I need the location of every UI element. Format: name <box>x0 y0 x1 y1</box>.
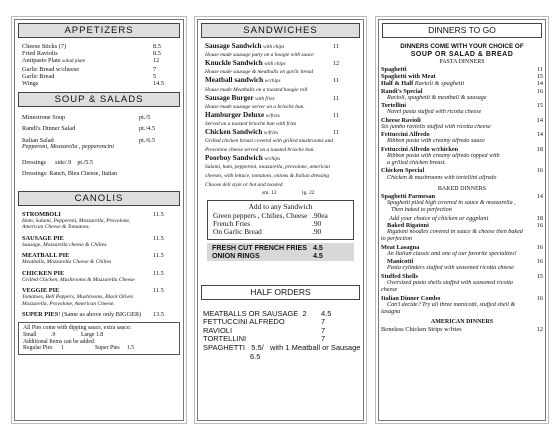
veggie-pie-desc-1: Tomatoes, Bell Peppers, Mushrooms, Black Olives <box>22 294 134 301</box>
menu-item-hamburger-deluxe: Hamburger Deluxe w/fries 11 <box>205 111 340 119</box>
pie-extras-box <box>18 322 180 355</box>
menu-item-sausage-pie: SAUSAGE PIE 11.5 <box>22 234 164 242</box>
shells-desc-2: cheese <box>381 287 398 294</box>
chicken-pie-desc: Grilled Chicken, Mushrooms & Mozzarella Cheese <box>22 276 135 283</box>
dinner-boneless-chicken: Boneless Chicken Strips w/fries 12 <box>381 326 543 334</box>
fries-rings-box <box>207 243 354 261</box>
menu-item-onion-rings: ONION RINGS 4.5 <box>212 251 323 260</box>
menu-item-knuckle-sandwich: Knuckle Sandwich with chips 12 <box>205 60 340 68</box>
sausage-pie-desc: Sausage, Mozzarella cheese & Chilies. <box>22 241 108 248</box>
appetizers-header: APPETIZERS <box>18 23 180 38</box>
additional-items-note: Additional Items can be added: <box>23 338 96 345</box>
tortellini-desc: Navel pasta stuffed with ricotta cheese <box>387 109 482 116</box>
menu-item-stromboli: STROMBOLI 11.5 <box>22 210 164 218</box>
extra-sauce-note: All Pies come with dipping sauce, extra sauce: <box>23 325 132 332</box>
additional-items-prices: Regular Pies 1 Super Pies 1.5 <box>23 345 135 352</box>
half-item-ravioli: RAVIOLI 7 <box>203 325 326 335</box>
dinner-baked-rigatoni: Baked Rigatoni 16 <box>387 221 543 229</box>
dinner-meat-lasagna: Meat Lasagna 16 <box>381 243 543 251</box>
lasagna-desc: An Italian classic and one of our favorite specialties! <box>387 250 517 257</box>
sausage-sandwich-desc: House made sausage patty on a hoagie with sauce <box>205 52 314 59</box>
menu-item-fried-raviolis: Fried Raviolis 8.5 <box>22 50 161 58</box>
dinner-manicotti: Manicotti 16 <box>387 258 543 266</box>
dinner-stuffed-shells: Stuffed Shells 15 <box>381 272 543 280</box>
dinner-tortellini: Tortellini 15 <box>381 102 543 110</box>
hamburger-deluxe-desc: Served on a toasted brioche bun with fries <box>205 121 297 128</box>
menu-item-garlic-bread: Garlic Bread 5 <box>22 72 157 80</box>
combo-desc-1: Can't decide? Try all three manicotti, stuffed shell & <box>387 301 516 308</box>
chicken-sandwich-desc-1: Grilled chicken breast covered with grilled mushrooms and <box>205 138 334 145</box>
left-menu-panel <box>14 19 184 421</box>
parmesan-desc-1: Spaghetti piled high covered in sauce & mozzarella , <box>387 200 516 207</box>
dinner-spaghetti: Spaghetti 11 <box>381 66 543 73</box>
add-item-peppers: Green peppers , Chilies, Cheese .90ea <box>213 210 328 220</box>
knuckle-sandwich-desc: House made sausage & meatballs on garlic bread <box>205 69 314 76</box>
manicotti-desc: Pasta cylinders stuffed with seasoned ricotta cheese <box>387 265 514 272</box>
dinner-fettuccini-chicken: Fettuccini Alfredo w/chicken 18 <box>381 145 543 153</box>
pasta-dinners-title: PASTA DINNERS <box>439 59 485 65</box>
menu-item-meatball-pie: MEATBALL PIE 11.5 <box>22 252 164 260</box>
right-menu-panel <box>378 19 546 421</box>
rigatoni-desc-1: Rigatoni noodles covered in sauce & cheese then baked <box>387 229 523 236</box>
dinner-italian-combo: Italian Dinner Combo 16 <box>381 294 543 302</box>
add-to-sandwich-title: Add to any Sandwich <box>248 202 313 212</box>
parmesan-desc-2: Then baked to perfection <box>391 207 452 214</box>
menu-item-chicken-sandwich: Chicken Sandwich w/fries 11 <box>205 129 340 137</box>
menu-item-french-fries: FRESH CUT FRENCH FRIES 4.5 <box>212 243 323 252</box>
shells-desc-1: Oversized pasta shells stuffed with seasoned ricotta <box>387 279 513 286</box>
add-item-fries: French Fries .90 <box>213 219 322 229</box>
poorboy-sizes: sm. 12 lg. 22 <box>262 190 315 197</box>
dinner-chicken-special: Chicken Special 16 <box>381 167 543 175</box>
chicken-special-desc: Chicken & mushrooms with tortellini alfredo <box>387 174 497 181</box>
menu-item-veggie-pie: VEGGIE PIE 11.5 <box>22 287 164 295</box>
fettuccini-desc: Ribbon pasta with creamy alfredo sauce <box>387 138 485 145</box>
stromboli-desc-2: American Cheese & Tomatoes. <box>22 224 90 231</box>
stromboli-desc-1: Ham, Salami, Pepperoni, Mozzarella, Provolone, <box>22 217 131 224</box>
meatball-pie-desc: Meatballs, Mozzarella Cheese & Chilies <box>22 259 112 266</box>
soup-salads-header: SOUP & SALADS <box>18 92 180 107</box>
fettuccini-chicken-desc-2: a grilled chicken breast. <box>387 160 447 167</box>
rigatoni-desc-2: to perfection <box>381 236 412 243</box>
add-item-garlic-bread: On Garlic Bread .90 <box>213 227 322 237</box>
dinners-tagline-1: DINNERS COME WITH YOUR CHOICE OF <box>400 43 524 50</box>
poorboy-desc-1: Salami, ham, pepperoni, mozzarella, provolone, american <box>205 164 330 171</box>
italian-salad-desc: Pepperoni, Mozzarella , pepperoncini <box>22 143 114 150</box>
poorboy-desc-3: Choose deli style or hot and toasted <box>205 182 283 189</box>
half-item-spaghetti-price: 6.5 <box>250 352 261 361</box>
menu-item-minestrone: Minestrone Soup pt./5 <box>22 114 151 122</box>
dinner-spaghetti-meat: Spaghetti with Meat 15 <box>381 73 543 81</box>
combo-desc-2: lasagna <box>381 309 401 315</box>
half-item-meatballs: MEATBALLS OR SAUSAGE 2 4.5 <box>203 308 332 318</box>
menu-item-wings: Wings 14.5 <box>22 80 165 88</box>
fettuccini-chicken-desc-1: Ribbon pasta with creamy alfredo topped with <box>387 152 500 159</box>
menu-item-sausage-sandwich: Sausage Sandwich with chips 11 <box>205 43 340 50</box>
dinner-spaghetti-parmesan: Spaghetti Parmesan 14 <box>381 192 543 200</box>
dinner-randis-special: Randi's Special 16 <box>381 87 543 95</box>
menu-item-randis-salad: Randi's Dinner Salad pt./4.5 <box>22 125 156 133</box>
half-orders-list <box>198 310 363 362</box>
middle-menu-panel <box>197 19 364 421</box>
chicken-sandwich-desc-2: Provolone cheese served on a toasted brioche bun. <box>205 147 315 154</box>
menu-item-sausage-burger: Sausage Burger with fries 11 <box>205 94 340 102</box>
half-orders-header: HALF ORDERS <box>201 285 360 300</box>
half-item-fettuccini: FETTUCCINI ALFREDO 7 <box>203 317 326 327</box>
extra-sauce-prices: Small .9 Large 1.8 <box>23 331 104 338</box>
add-to-sandwich-box <box>207 200 354 239</box>
baked-dinners-title: BAKED DINNERS <box>437 185 487 192</box>
dinners-tagline-2: SOUP OR SALAD & BREAD <box>410 50 514 58</box>
menu-item-poorboy-sandwich: Poorboy Sandwich w/chips <box>205 155 281 163</box>
cheese-ravioli-desc: Six jumbo raviolis stuffed with ricotta cheese <box>381 123 491 130</box>
meatball-sandwich-desc: House made Meatballs on a toasted hoagie roll <box>205 86 308 93</box>
dressings-price: Dressings side/.9 pt./5.5 <box>22 160 93 167</box>
veggie-pie-desc-2: Mozzarella, Provolone, American Cheese. <box>22 300 115 307</box>
dressings-list: Dressings: Ranch, Bleu Cheese, Italian <box>22 171 118 178</box>
parmesan-add-option: Add your choice of chicken or eggplant 18 <box>389 214 543 222</box>
randis-special-desc: Ravioli, spaghetti & meatball & sausage <box>387 94 487 101</box>
dinner-half-half: Half & Half Ravioli & spaghetti 14 <box>381 80 543 88</box>
half-item-spaghetti: SPAGHETTI 5.5/ with 1 Meatball or Sausage <box>203 343 361 352</box>
dinner-cheese-ravioli: Cheese Ravioli 14 <box>381 116 543 124</box>
menu-item-chicken-pie: CHICKEN PIE 11.5 <box>22 269 164 277</box>
menu-item-italian-salad: Italian Salad pt./6.5 <box>22 136 156 144</box>
menu-item-super-pies: SUPER PIES! (Same as above only BIGGER) 13.5 <box>22 310 165 318</box>
dinners-to-go-header: DINNERS TO GO <box>382 23 542 38</box>
poorboy-desc-2: cheeses, with lettuce, tomatoes, onions & Italian dressing <box>205 173 330 180</box>
canolis-header: CANOLIS <box>18 191 180 206</box>
dinner-fettuccini: Fettuccini Alfredo 14 <box>381 131 543 139</box>
menu-item-meatball-sandwich: Meatball sandwich w/chips 11 <box>205 77 340 85</box>
menu-item-cheese-sticks: Cheese Sticks (7) 8.5 <box>22 43 161 50</box>
menu-item-garlic-bread-cheese: Garlic Bread w/cheese 7 <box>22 65 157 73</box>
american-dinners-title: AMERICAN DINNERS <box>430 319 494 326</box>
half-item-tortellini: TORTELLINI 7 <box>203 334 326 344</box>
sausage-burger-desc: House made sausage server on a brioche bun. <box>205 103 305 110</box>
sandwiches-header: SANDWICHES <box>201 23 360 38</box>
menu-item-antipasto: Antipasto Plate salad plate 12 <box>22 57 160 65</box>
